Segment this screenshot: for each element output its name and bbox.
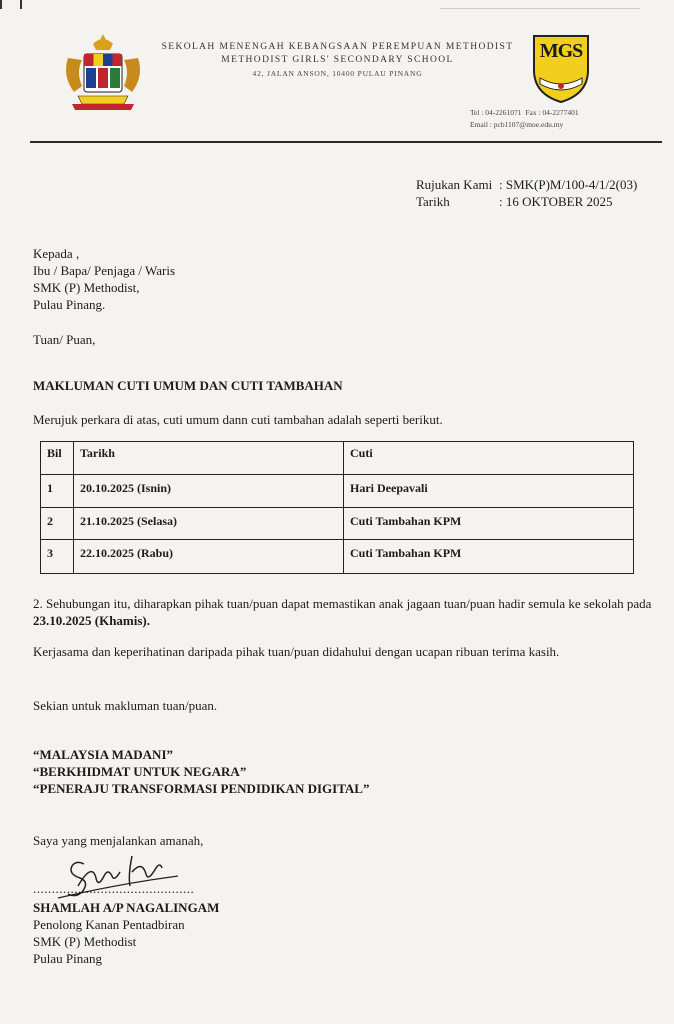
table-row xyxy=(41,508,634,540)
recipient-line: Pulau Pinang. xyxy=(33,297,106,312)
cell-tarikh: 20.10.2025 (Isnin) xyxy=(74,475,344,508)
national-crest-icon xyxy=(60,30,146,116)
cell-bil: 3 xyxy=(41,540,74,574)
slogans-block xyxy=(33,746,369,797)
reference-label: Rujukan Kami xyxy=(416,177,493,192)
cell-bil: 1 xyxy=(41,475,74,508)
return-date: 23.10.2025 (Khamis). xyxy=(33,613,150,628)
signatory-org: SMK (P) Methodist xyxy=(33,934,137,949)
column-header-cuti: Cuti xyxy=(344,442,634,475)
intro-paragraph: Merujuk perkara di atas, cuti umum dann cuti tambahan adalah seperti berikut. xyxy=(33,412,443,427)
cell-tarikh: 22.10.2025 (Rabu) xyxy=(74,540,344,574)
column-header-tarikh: Tarikh xyxy=(74,442,344,475)
letter-subject: MAKLUMAN CUTI UMUM DAN CUTI TAMBAHAN xyxy=(33,378,343,393)
date-value: : 16 OKTOBER 2025 xyxy=(499,194,613,209)
slogan: “BERKHIDMAT UNTUK NEGARA” xyxy=(33,764,247,779)
cell-cuti: Cuti Tambahan KPM xyxy=(344,540,634,574)
salutation: Tuan/ Puan, xyxy=(33,332,96,347)
closing-line: Sekian untuk makluman tuan/puan. xyxy=(33,698,218,713)
slogan: “PENERAJU TRANSFORMASI PENDIDIKAN DIGITAL” xyxy=(33,781,370,796)
school-name-english: METHODIST GIRLS' SECONDARY SCHOOL xyxy=(221,55,454,65)
signatory-title: Penolong Kanan Pentadbiran xyxy=(33,917,185,932)
signature-line: ........................................... xyxy=(33,881,195,896)
scan-mark xyxy=(440,8,640,9)
column-header-bil: Bil xyxy=(41,442,74,475)
paragraph-2 xyxy=(33,595,658,629)
cell-bil: 2 xyxy=(41,508,74,540)
cell-cuti: Cuti Tambahan KPM xyxy=(344,508,634,540)
school-name-malay: SEKOLAH MENENGAH KEBANGSAAN PEREMPUAN METHODIST xyxy=(161,42,514,52)
slogan: “MALAYSIA MADANI” xyxy=(33,747,174,762)
sign-off: Saya yang menjalankan amanah, xyxy=(33,833,204,848)
scan-mark xyxy=(0,0,2,9)
signature-icon xyxy=(48,846,188,906)
table-row xyxy=(41,540,634,574)
recipient-line: Ibu / Bapa/ Penjaga / Waris xyxy=(33,263,176,278)
holiday-table xyxy=(40,441,634,574)
table-row xyxy=(41,475,634,508)
contact-phone-fax xyxy=(470,107,660,118)
contact-email: Email : pcb1107@moe.edu.my xyxy=(470,120,564,129)
recipient-line: Kepada , xyxy=(33,246,80,261)
school-logo-icon xyxy=(530,32,592,104)
phone-number: Tel : 04-2261071 xyxy=(470,108,522,117)
signatory-name: SHAMLAH A/P NAGALINGAM xyxy=(33,900,220,915)
date-label: Tarikh xyxy=(416,194,450,209)
signatory-block xyxy=(33,899,219,967)
paragraph-2-text: 2. Sehubungan itu, diharapkan pihak tuan/puan dapat memastikan anak jagaan tuan/puan hadir semula ke sekolah pada xyxy=(33,596,652,611)
recipient-line: SMK (P) Methodist, xyxy=(33,280,140,295)
fax-number: Fax : 04-2277401 xyxy=(525,108,579,117)
paragraph-3: Kerjasama dan keperihatinan daripada pihak tuan/puan didahului dengan ucapan ribuan terima kasih. xyxy=(33,644,560,659)
school-logo-text: MGS xyxy=(539,40,583,62)
table-header-row xyxy=(41,442,634,475)
cell-tarikh: 21.10.2025 (Selasa) xyxy=(74,508,344,540)
school-address: 42, JALAN ANSON, 10400 PULAU PINANG xyxy=(252,69,423,78)
reference-value: : SMK(P)M/100-4/1/2(03) xyxy=(499,177,638,192)
scan-mark xyxy=(20,0,22,9)
cell-cuti: Hari Deepavali xyxy=(344,475,634,508)
letterhead-divider xyxy=(30,141,662,143)
signatory-place: Pulau Pinang xyxy=(33,951,102,966)
recipient-block xyxy=(33,245,175,313)
